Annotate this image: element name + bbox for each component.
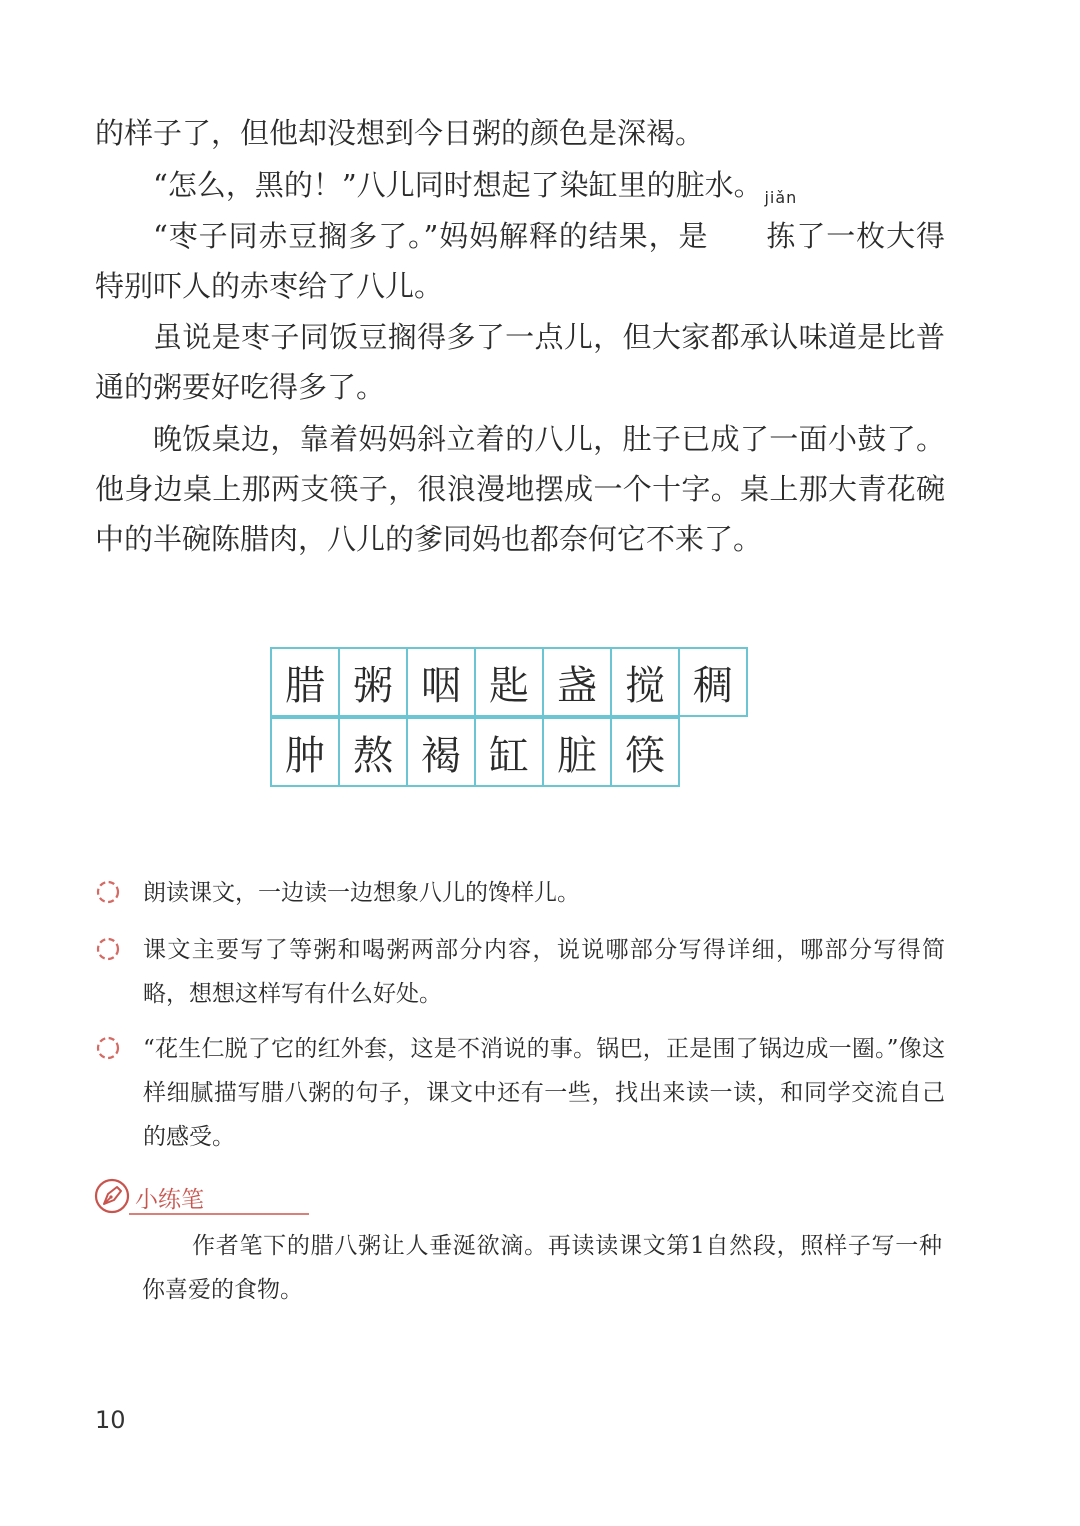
page-number: 10 bbox=[95, 1406, 126, 1434]
exercise-item bbox=[95, 928, 945, 1016]
character-cell: 粥 bbox=[338, 647, 408, 717]
character-cell: 腊 bbox=[270, 647, 340, 717]
practice-underline bbox=[129, 1213, 309, 1215]
story-paragraph-2: “怎么，黑的！”八儿同时想起了染缸里的脏水。 bbox=[153, 168, 763, 202]
exercise-text: 课文主要写了等粥和喝粥两部分内容，说说哪部分写得详细，哪部分写得简略，想想这样写有什么好处。 bbox=[143, 937, 945, 1007]
character-cell: 褐 bbox=[406, 717, 476, 787]
practice-writing-prompt: 作者笔下的腊八粥让人垂涎欲滴。再读读课文第1自然段，照样子写一种你喜爱的食物。 bbox=[142, 1233, 942, 1303]
pinyin-annotated-word bbox=[708, 188, 798, 261]
character-cell: 盏 bbox=[542, 647, 612, 717]
exercise-bullet-icon bbox=[95, 879, 121, 905]
character-cell: 咽 bbox=[406, 647, 476, 717]
story-paragraph-3-end: 了一枚大得特别吓人的赤枣给了八儿。 bbox=[95, 219, 945, 303]
character-cell: 熬 bbox=[338, 717, 408, 787]
character-cell: 缸 bbox=[474, 717, 544, 787]
character-cell: 筷 bbox=[610, 717, 680, 787]
exercise-item bbox=[95, 1027, 945, 1159]
story-paragraph-1: 的样子了，但他却没想到今日粥的颜色是深褐。 bbox=[95, 116, 705, 150]
exercise-item bbox=[95, 871, 945, 915]
character-cell: 匙 bbox=[474, 647, 544, 717]
practice-writing-header bbox=[93, 1175, 218, 1219]
pen-icon bbox=[93, 1177, 131, 1215]
grid-row-2 bbox=[270, 717, 746, 787]
character-cell: 搅 bbox=[610, 647, 680, 717]
story-paragraph-4: 虽说是枣子同饭豆搁得多了一点儿，但大家都承认味道是比普通的粥要好吃得多了。 bbox=[95, 320, 945, 404]
exercise-bullet-icon bbox=[95, 1035, 121, 1061]
pinyin-annotation: jiǎn bbox=[764, 188, 798, 207]
grid-row-1 bbox=[270, 647, 746, 717]
story-paragraph-3-start: “枣子同赤豆搁多了。”妈妈解释的结果，是 bbox=[153, 219, 709, 253]
new-characters-grid bbox=[270, 647, 746, 787]
exercise-text: 朗读课文，一边读一边想象八儿的馋样儿。 bbox=[143, 880, 580, 906]
story-paragraph-3 bbox=[95, 188, 945, 311]
character-cell: 肿 bbox=[270, 717, 340, 787]
character-cell: 稠 bbox=[678, 647, 748, 717]
exercise-bullet-icon bbox=[95, 936, 121, 962]
story-paragraph-5: 晚饭桌边，靠着妈妈斜立着的八儿，肚子已成了一面小鼓了。他身边桌上那两支筷子，很浪漫地摆成一个十字。桌上那大青花碗中的半碗陈腊肉，八儿的爹同妈也都奈何它不来了。 bbox=[95, 422, 945, 556]
exercise-text: “花生仁脱了它的红外套，这是不消说的事。锅巴，正是围了锅边成一圈。”像这样细腻描写腊八粥的句子，课文中还有一些，找出来读一读，和同学交流自己的感受。 bbox=[143, 1036, 945, 1150]
practice-writing-label: 小练笔 bbox=[135, 1187, 204, 1213]
annotated-character: 拣 bbox=[766, 219, 796, 253]
character-cell: 脏 bbox=[542, 717, 612, 787]
